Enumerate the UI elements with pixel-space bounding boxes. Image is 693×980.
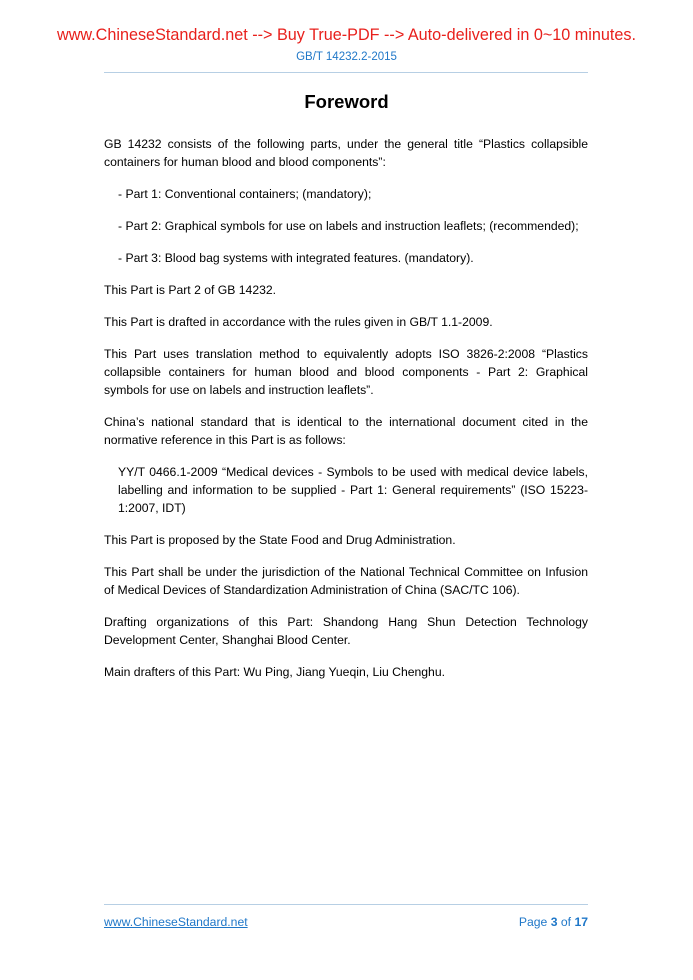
page-title: Foreword	[304, 91, 389, 112]
reference-item: YY/T 0466.1-2009 “Medical devices - Symbols to be used with medical device labels, labelling and information to be supplied - Part 1: General requirements” (ISO 15223-1:2007, IDT)	[118, 465, 588, 515]
page-indicator	[519, 914, 588, 930]
translation-paragraph: This Part uses translation method to equivalently adopts ISO 3826-2:2008 “Plastics collapsible containers for human blood and blood components - Part 2: Graphical symbols for use on labels and instruction leaflets”.	[104, 347, 588, 397]
list-item-part1: - Part 1: Conventional containers; (mandatory);	[118, 187, 372, 201]
footer-site-link[interactable]: www.ChineseStandard.net	[104, 915, 248, 929]
header-divider	[104, 72, 588, 73]
drafting-orgs-paragraph: Drafting organizations of this Part: Shandong Hang Shun Detection Technology Development Center, Shanghai Blood Center.	[104, 615, 588, 647]
footer-divider	[104, 904, 588, 905]
identical-paragraph: China’s national standard that is identical to the international document cited in the normative reference in this Part is as follows:	[104, 415, 588, 447]
jurisdiction-paragraph: This Part shall be under the jurisdiction of the National Technical Committee on Infusion of Medical Devices of Standardization Administration of China (SAC/TC 106).	[104, 565, 588, 597]
list-item-part2: - Part 2: Graphical symbols for use on labels and instruction leaflets; (recommended);	[118, 219, 579, 233]
intro-paragraph: GB 14232 consists of the following parts, under the general title “Plastics collapsible containers for human blood and blood components”:	[104, 137, 588, 169]
document-code-header: GB/T 14232.2-2015	[296, 51, 397, 63]
buy-pdf-banner[interactable]: www.ChineseStandard.net --> Buy True-PDF --> Auto-delivered in 0~10 minutes.	[57, 26, 636, 44]
drafted-paragraph: This Part is drafted in accordance with the rules given in GB/T 1.1-2009.	[104, 315, 493, 329]
page-current: 3	[550, 915, 558, 929]
page-prefix: Page	[518, 915, 548, 929]
proposed-paragraph: This Part is proposed by the State Food and Drug Administration.	[104, 533, 456, 547]
drafters-paragraph: Main drafters of this Part: Wu Ping, Jiang Yueqin, Liu Chenghu.	[104, 665, 445, 679]
page-of: of	[560, 915, 572, 929]
this-part-paragraph: This Part is Part 2 of GB 14232.	[104, 283, 277, 297]
page-total: 17	[574, 915, 588, 929]
list-item-part3: - Part 3: Blood bag systems with integrated features. (mandatory).	[118, 251, 474, 265]
foreword-body	[104, 135, 588, 695]
